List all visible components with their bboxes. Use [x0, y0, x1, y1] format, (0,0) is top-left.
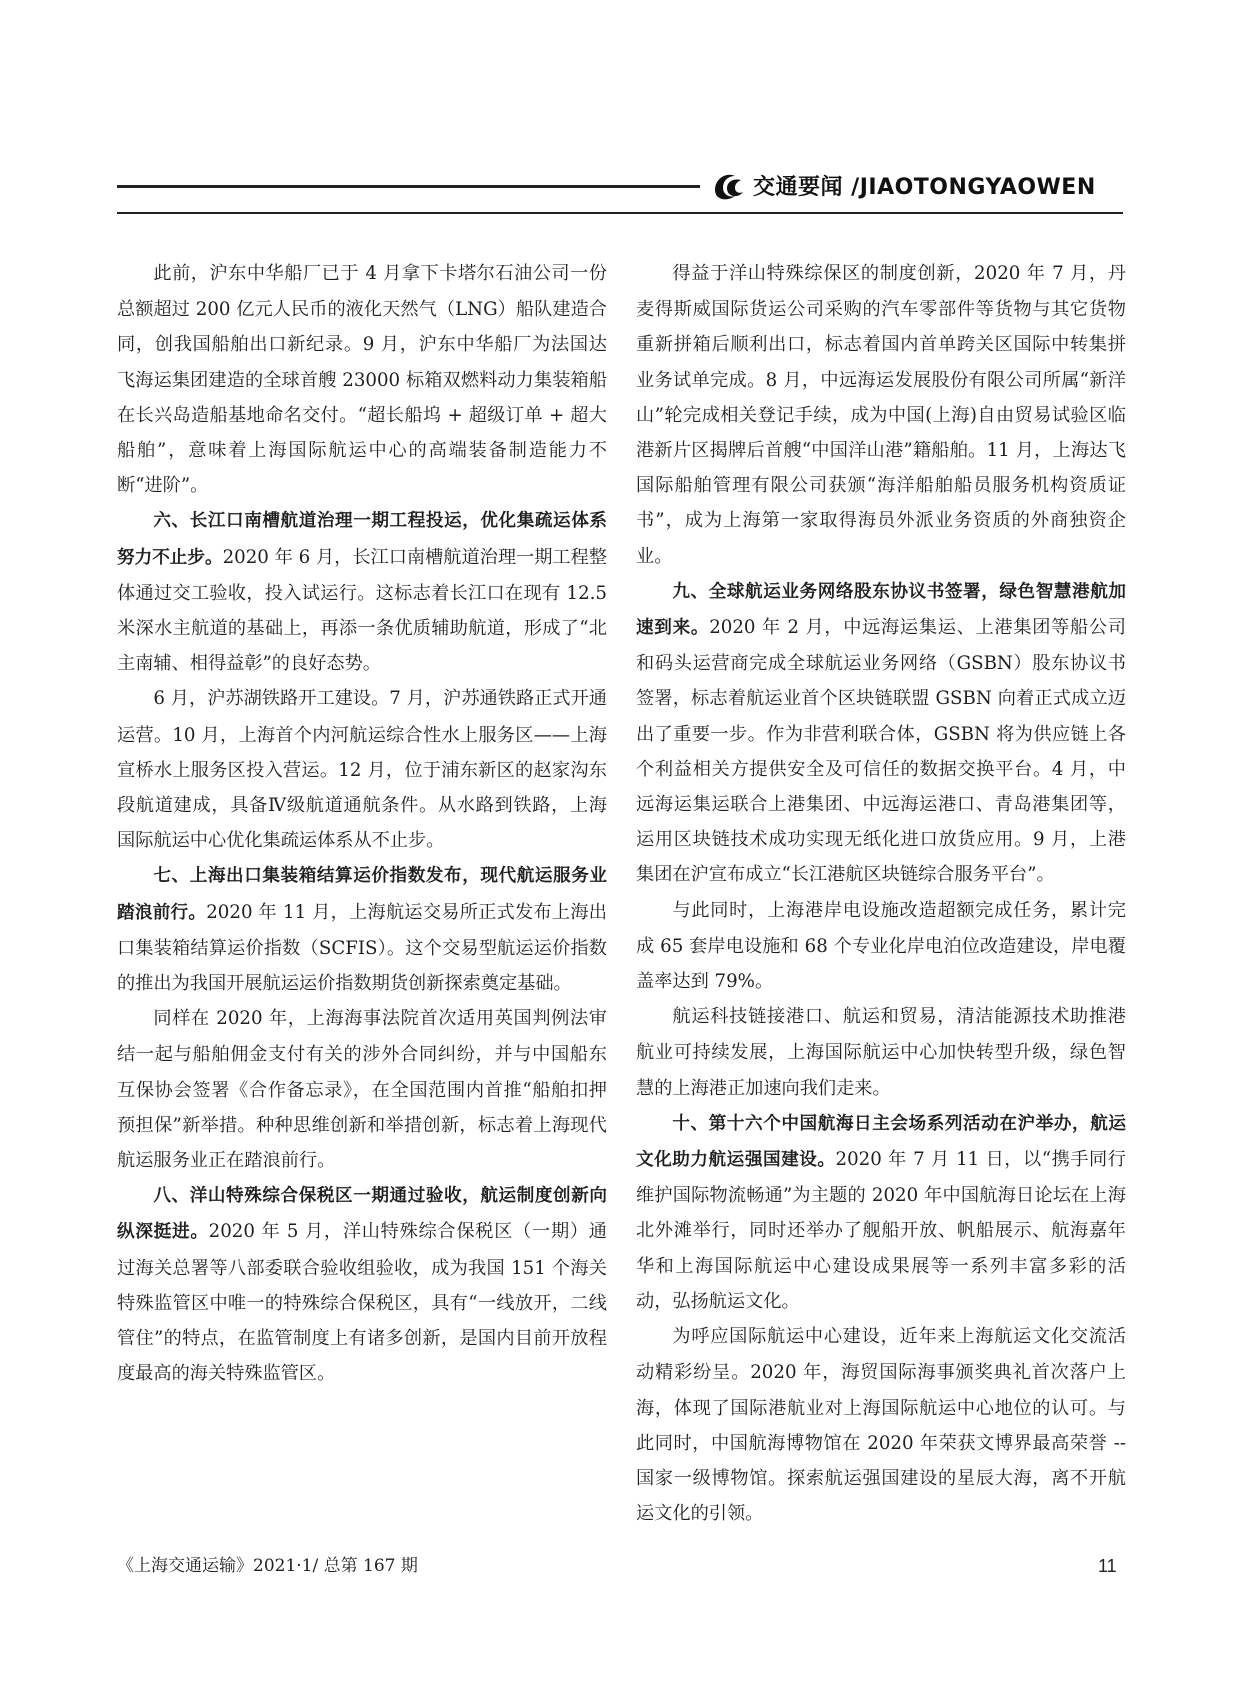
header-underline — [117, 212, 1123, 214]
magazine-logo-icon — [709, 166, 749, 206]
paragraph-body: 此前，沪东中华船厂已于 4 月拿下卡塔尔石油公司一份总额超过 200 亿元人民币的液化天然气（LNG）船队建造合同，创我国船舶出口新纪录。9 月，沪东中华船厂为法国达飞海运集团建造的全球首艘 23000 标箱双燃料动力集装箱船在长兴岛造船基地命名交付。“超长船坞 + 超级订单 + 超大船舶”，意味着上海国际航运中心的高端装备制造能力不断“进阶”。 — [117, 263, 607, 497]
paragraph — [117, 256, 607, 503]
paragraph — [636, 256, 1126, 574]
paragraph-lead: 八、洋山特殊综合保税区一期通过验收，航运制度创新向纵深挺进。 — [117, 1186, 607, 1243]
header-rule — [117, 185, 700, 188]
page-header — [117, 160, 1123, 216]
paragraph — [117, 1178, 607, 1391]
paragraph-body: 航运科技链接港口、航运和贸易，清洁能源技术助推港航业可持续发展，上海国际航运中心加快转型升级，绿色智慧的上海港正加速向我们走来。 — [636, 1006, 1126, 1099]
paragraph — [117, 503, 607, 681]
paragraph — [636, 1319, 1126, 1531]
paragraph-lead: 七、上海出口集装箱结算运价指数发布，现代航运服务业踏浪前行。 — [117, 866, 607, 923]
paragraph-lead: 六、长江口南槽航道治理一期工程投运，优化集疏运体系努力不止步。 — [117, 511, 607, 568]
paragraph — [636, 893, 1126, 1000]
paragraph-body: 6 月，沪苏湖铁路开工建设。7 月，沪苏通铁路正式开通运营。10 月，上海首个内河航运综合性水上服务区——上海宣桥水上服务区投入营运。12 月，位于浦东新区的赵家沟东段航道建成，具备Ⅳ级航道通航条件。从水路到铁路，上海国际航运中心优化集疏运体系从不止步。 — [117, 688, 607, 852]
paragraph — [117, 1001, 607, 1178]
journal-citation: 《上海交通运输》2021·1/ 总第 167 期 — [117, 1556, 418, 1576]
paragraph-body: 2020 年 2 月，中远海运集运、上港集团等船公司和码头运营商完成全球航运业务网络（GSBN）股东协议书签署，标志着航运业首个区块链联盟 GSBN 向着正式成立迈出了重要一步。作为非营利联合体，GSBN 将为供应链上各个利益相关方提供安全及可信任的数据交换平台。4 月，中远海运集运联合上港集团、中远海运港口、青岛港集团等，运用区块链技术成功实现无纸化进口放货应用。9 月，上港集团在沪宣布成立“长江港航区块链综合服务平台”。 — [636, 617, 1126, 886]
left-column — [117, 256, 607, 1392]
paragraph-body: 2020 年 6 月，长江口南槽航道治理一期工程整体通过交工验收，投入试运行。这标志着长江口在现有 12.5 米深水主航道的基础上，再添一条优质辅助航道，形成了“北主南辅、相得益彰”的良好态势。 — [117, 546, 607, 675]
paragraph — [636, 1106, 1145, 1319]
paragraph-body: 与此同时，上海港岸电设施改造超额完成任务，累计完成 65 套岸电设施和 68 个专业化岸电泊位改造建设，岸电覆盖率达到 79%。 — [636, 899, 1126, 993]
paragraph-body: 同样在 2020 年，上海海事法院首次适用英国判例法审结一起与船舶佣金支付有关的涉外合同纠纷，并与中国船东互保协会签署《合作备忘录》，在全国范围内首推“船舶扣押预担保”新举措。种种思维创新和举措创新，标志着上海现代航运服务业正在踏浪前行。 — [117, 1008, 607, 1172]
page-number: 11 — [1098, 1556, 1117, 1576]
paragraph-body: 2020 年 11 月，上海航运交易所正式发布上海出口集装箱结算运价指数（SCFIS）。这个交易型航运运价指数的推出为我国开展航运运价指数期货创新探索奠定基础。 — [117, 901, 607, 995]
paragraph-body: 为呼应国际航运中心建设，近年来上海航运文化交流活动精彩纷呈。2020 年，海贸国际海事颁奖典礼首次落户上海，体现了国际港航业对上海国际航运中心地位的认可。与此同时，中国航海博物馆在 2020 年荣获文博界最高荣誉 -- 国家一级博物馆。探索航运强国建设的星辰大海，离不开航运文化的引领。 — [636, 1326, 1126, 1525]
paragraph-body: 2020 年 5 月，洋山特殊综合保税区（一期）通过海关总署等八部委联合验收组验收，成为我国 151 个海关特殊监管区中唯一的特殊综合保税区，具有“一线放开，二线管住”的特点，在监管制度上有诸多创新，是国内目前开放程度最高的海关特殊监管区。 — [117, 1221, 607, 1385]
paragraph — [117, 858, 607, 1001]
section-title: 交通要闻 /JIAOTONGYAOWEN — [753, 175, 1096, 200]
paragraph — [636, 999, 1126, 1106]
right-column — [636, 256, 1145, 1531]
paragraph-lead: 十、第十六个中国航海日主会场系列活动在沪举办，航运文化助力航运强国建设。 — [636, 1113, 1126, 1171]
paragraph-body: 2020 年 7 月 11 日，以“携手同行 维护国际物流畅通”为主题的 2020 年中国航海日论坛在上海北外滩举行，同时还举办了舰船开放、帆船展示、航海嘉年华和上海国际航运中心建设成果展等一系列丰富多彩的活动，弘扬航运文化。 — [636, 1149, 1145, 1312]
paragraph — [636, 574, 1126, 893]
paragraph — [117, 681, 607, 858]
paragraph-body: 得益于洋山特殊综保区的制度创新，2020 年 7 月，丹麦得斯威国际货运公司采购的汽车零部件等货物与其它货物重新拼箱后顺利出口，标志着国内首单跨关区国际中转集拼业务试单完成。8 月，中远海运发展股份有限公司所属“新洋山”轮完成相关登记手续，成为中国(上海)自由贸易试验区临港新片区揭牌后首艘“中国洋山港”籍船舶。11 月，上海达飞国际船舶管理有限公司获颁“海洋船舶船员服务机构资质证书”，成为上海第一家取得海员外派业务资质的外商独资企业。 — [636, 263, 1126, 567]
paragraph-lead: 九、全球航运业务网络股东协议书签署，绿色智慧港航加速到来。 — [636, 581, 1126, 639]
